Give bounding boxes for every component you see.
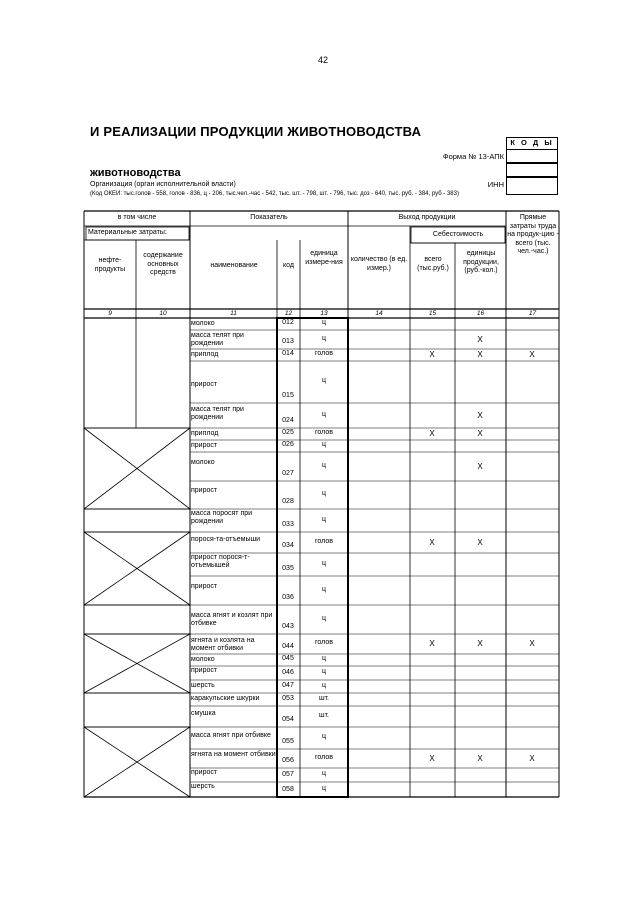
row-unit: голов xyxy=(315,350,333,357)
row-code: 056 xyxy=(282,757,294,764)
row-unit: ц xyxy=(321,441,326,448)
row-code: 047 xyxy=(282,682,294,689)
column-number: 13 xyxy=(320,310,328,317)
row-code: 055 xyxy=(282,738,294,745)
row-unit: шт. xyxy=(319,694,329,702)
row-name: ягнята на момент отбивки xyxy=(191,751,276,758)
row-unit: голов xyxy=(315,639,333,646)
header-material-costs: Материальные затраты: xyxy=(88,229,167,236)
row-unit: ц xyxy=(321,410,326,418)
organization-label: Организация (орган исполнительной власти) xyxy=(90,181,236,188)
row-name: прирост xyxy=(191,442,218,449)
row-name: прирост порося-т-отъемышей xyxy=(191,554,250,569)
header-labor: Прямые затраты труда на продук-цию - всего (тыс. чел.-час.) xyxy=(507,214,559,255)
row-name: прирост xyxy=(191,583,218,590)
codes-label: К О Д Ы xyxy=(506,137,558,150)
row-code: 035 xyxy=(282,565,294,572)
not-applicable-mark: X xyxy=(477,410,483,420)
header-code: код xyxy=(283,262,294,269)
row-code: 027 xyxy=(282,470,294,477)
header-cost-total: всего (тыс.руб.) xyxy=(417,256,449,272)
row-unit: ц xyxy=(321,319,326,326)
not-applicable-mark: X xyxy=(429,350,435,359)
row-unit: ц xyxy=(321,733,326,740)
not-applicable-mark: X xyxy=(429,753,435,763)
row-unit: ц xyxy=(321,490,326,497)
row-code: 034 xyxy=(282,542,294,549)
not-applicable-mark: X xyxy=(429,537,435,547)
row-unit: ц xyxy=(321,334,326,342)
row-code: 028 xyxy=(282,498,294,505)
row-code: 025 xyxy=(282,429,294,436)
row-code: 044 xyxy=(282,643,294,650)
column-number: 14 xyxy=(375,310,383,317)
row-unit: ц xyxy=(321,681,326,689)
header-unit-cost: единицы продукции, (руб.-кол.) xyxy=(463,250,499,274)
header-fixed-assets: содержание основных средств xyxy=(143,252,183,276)
row-name: молоко xyxy=(191,656,215,663)
row-unit: ц xyxy=(321,461,326,469)
header-oil-products: нефте-продукты xyxy=(94,257,126,273)
row-code: 026 xyxy=(282,441,294,448)
form-number: Форма № 13-АПК xyxy=(442,152,504,161)
row-unit: ц xyxy=(321,655,326,662)
row-code: 024 xyxy=(282,417,294,424)
row-unit: ц xyxy=(321,614,326,622)
column-number: 16 xyxy=(476,310,485,317)
column-number: 17 xyxy=(528,310,537,317)
row-code: 057 xyxy=(282,771,294,778)
row-code: 053 xyxy=(282,695,294,702)
row-unit: ц xyxy=(321,585,326,593)
row-code: 043 xyxy=(282,623,294,630)
row-name: прирост xyxy=(191,769,218,776)
row-unit: ц xyxy=(321,377,326,384)
header-in-total: в том числе xyxy=(117,214,157,221)
row-name: масса ягнят при отбивке xyxy=(191,732,271,739)
not-applicable-mark: X xyxy=(477,429,483,438)
row-name: прирост xyxy=(191,667,218,674)
header-cost: Себестоимость xyxy=(432,231,484,238)
row-code: 036 xyxy=(282,594,294,601)
row-unit: ц xyxy=(321,515,326,523)
not-applicable-mark: X xyxy=(477,537,483,547)
row-name: молоко xyxy=(191,320,215,327)
column-number: 15 xyxy=(428,310,437,317)
row-name: ягнята и козлята на момент отбивки xyxy=(191,637,255,652)
not-applicable-mark: X xyxy=(529,639,535,648)
section-subtitle: животноводства xyxy=(90,167,181,179)
column-number: 9 xyxy=(108,310,112,317)
not-applicable-mark: X xyxy=(529,350,535,359)
row-name: каракульские шкурки xyxy=(191,695,260,702)
column-number: 12 xyxy=(284,310,293,317)
row-unit: ц xyxy=(321,770,326,777)
row-name: масса телят при рождении xyxy=(191,332,244,347)
row-unit: ц xyxy=(321,559,326,567)
not-applicable-mark: X xyxy=(429,429,435,438)
row-name: прирост xyxy=(191,487,218,494)
row-name: шерсть xyxy=(191,783,215,790)
row-name: масса поросят при рождении xyxy=(191,510,253,525)
header-name: наименование xyxy=(210,262,258,269)
not-applicable-mark: X xyxy=(477,639,483,648)
row-name: шерсть xyxy=(191,682,215,689)
row-code: 014 xyxy=(282,350,294,357)
row-unit: голов xyxy=(315,753,333,761)
header-output: Выход продукции xyxy=(398,214,456,221)
row-code: 033 xyxy=(282,521,294,528)
row-name: порося-та-отъемыши xyxy=(191,536,261,543)
column-number: 10 xyxy=(159,310,167,317)
row-code: 013 xyxy=(282,338,294,345)
row-unit: ц xyxy=(321,668,326,675)
header-indicator: Показатель xyxy=(250,214,288,221)
row-name: масса телят при рождении xyxy=(191,406,244,421)
row-code: 054 xyxy=(282,716,294,723)
row-name: приплод xyxy=(191,351,219,358)
row-name: приплод xyxy=(191,430,219,437)
row-code: 046 xyxy=(282,669,294,676)
form-title: И РЕАЛИЗАЦИИ ПРОДУКЦИИ ЖИВОТНОВОДСТВА xyxy=(90,124,422,139)
row-unit: голов xyxy=(315,429,333,436)
row-code: 015 xyxy=(282,392,294,399)
row-name: смушка xyxy=(191,710,216,717)
header-unit: единица измере-ния xyxy=(305,250,343,266)
row-code: 045 xyxy=(282,655,294,662)
row-code: 012 xyxy=(282,319,294,326)
not-applicable-mark: X xyxy=(529,753,535,763)
row-unit: ц xyxy=(321,784,326,792)
row-name: масса ягнят и козлят при отбивке xyxy=(191,612,273,627)
page-number: 42 xyxy=(317,55,328,65)
row-unit: голов xyxy=(315,537,333,545)
row-code: 058 xyxy=(282,786,294,793)
okei-codes: (Код ОКЕИ: тыс.голов - 558, голов - 836, ц - 206, тыс.чел.-час - 542, тыс. шт. - 798, шт. - 796, тыс. доз - 640, тыс. руб. - 384, руб - 383) xyxy=(90,191,459,197)
not-applicable-mark: X xyxy=(477,350,483,359)
header-quantity: количество (в ед. измер.) xyxy=(350,256,408,272)
row-unit: шт. xyxy=(319,711,329,719)
inn-label: ИНН xyxy=(487,180,504,189)
not-applicable-mark: X xyxy=(477,753,483,763)
row-name: молоко xyxy=(191,459,215,466)
not-applicable-mark: X xyxy=(429,639,435,648)
column-number: 11 xyxy=(230,310,237,317)
row-name: прирост xyxy=(191,381,218,388)
not-applicable-mark: X xyxy=(477,334,483,344)
not-applicable-mark: X xyxy=(477,461,483,471)
